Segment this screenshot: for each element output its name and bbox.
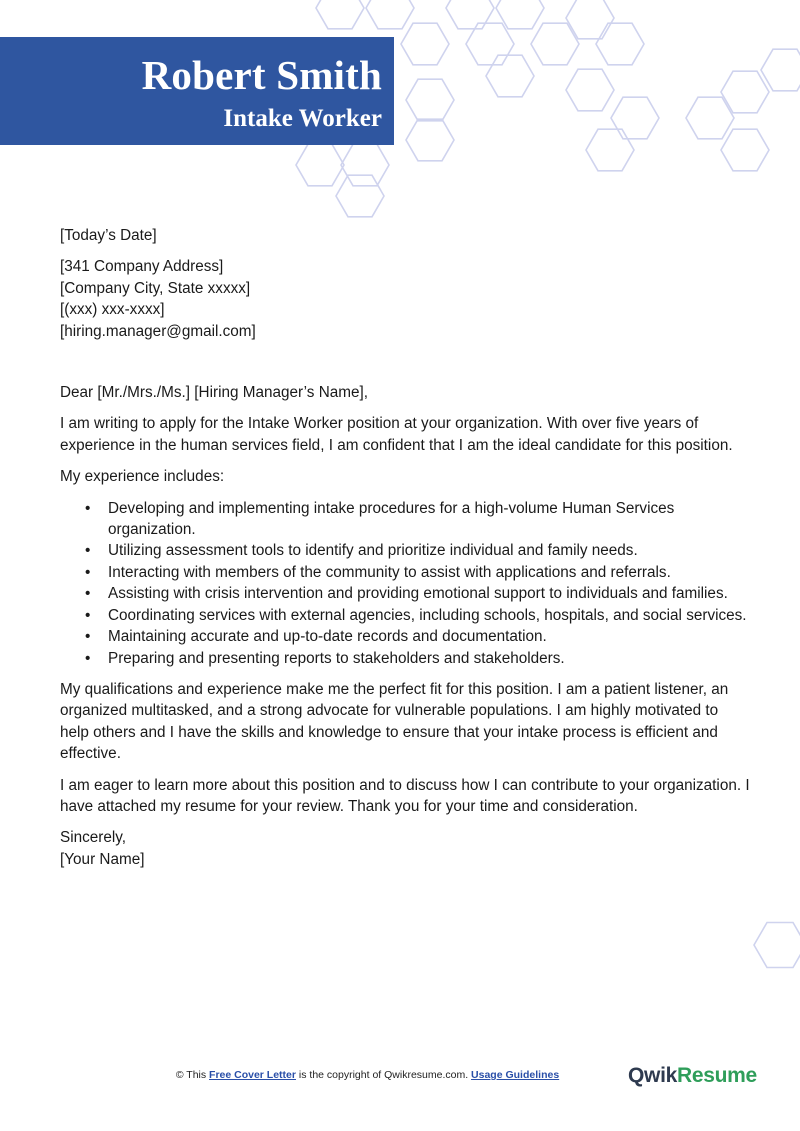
list-item: • Interacting with members of the community to assist with applications and referrals. [60,562,750,583]
footer-prefix: © This [175,1069,210,1081]
hexagon-shape [401,23,449,65]
experience-heading: My experience includes: [60,468,225,486]
usage-guidelines-link[interactable]: Usage Guidelines [471,1069,560,1081]
hexagon-shape [446,0,494,29]
hexagon-shape [761,49,800,91]
salutation: Dear [Mr./Mrs./Ms.] [Hiring Manager’s Name], [60,384,368,402]
qualifications-paragraph: My qualifications and experience make me the perfect fit for this position. I am a patient listener, an organized multitasked, and a strong advocate for vulnerable populations. I am highly motivated to help others and I have the skills and knowledge to ensure that your intake process is efficient and effective. [60,680,729,763]
hexagon-shape [296,144,344,186]
logo-part-qwik: Qwik [628,1064,677,1087]
hexagon-shape [316,0,364,29]
hexagon-shape [341,144,389,186]
hexagon-shape [406,79,454,121]
address-line: [Company City, State xxxxx] [60,279,251,297]
free-cover-letter-link[interactable]: Free Cover Letter [209,1069,296,1081]
closing-paragraph: I am eager to learn more about this position and to discuss how I can contribute to your organization. I have attached my resume for your review. Thank you for your time and consideration. [60,776,750,815]
list-item: • Preparing and presenting reports to stakeholders and stakeholders. [60,648,750,669]
hexagon-shape [754,923,800,968]
hexagon-shape [336,175,384,217]
hexagon-shape [406,119,454,161]
list-item: • Maintaining accurate and up-to-date records and documentation. [60,626,750,647]
hexagon-shape [366,0,414,29]
signature: [Your Name] [60,850,145,868]
intro-paragraph: I am writing to apply for the Intake Worker position at your organization. With over five years of experience in the human services field, I am confident that I am the ideal candidate for this position. [60,415,733,454]
logo-part-resume: Resume [676,1064,757,1087]
address-line: [hiring.manager@gmail.com] [60,322,256,340]
hexagon-side-decoration [740,900,800,990]
address-line: [(xxx) xxx-xxxx] [60,301,165,319]
experience-list [60,498,750,669]
sign-off: Sincerely, [60,829,127,847]
hexagon-shape [586,129,634,171]
hexagon-shape [486,55,534,97]
footer-middle: is the copyright of Qwikresume.com. [295,1069,472,1081]
list-item: • Coordinating services with external agencies, including schools, hospitals, and social services. [60,605,750,626]
hexagon-shape [611,97,659,139]
list-item: • Developing and implementing intake procedures for a high-volume Human Services organization. [60,498,750,541]
qwikresume-logo [628,1064,757,1088]
hexagon-shape [596,23,644,65]
list-item: • Utilizing assessment tools to identify and prioritize individual and family needs. [60,540,750,561]
list-item: • Assisting with crisis intervention and providing emotional support to individuals and families. [60,583,750,604]
hexagon-shape [566,69,614,111]
copyright-footer [0,1069,735,1081]
hexagon-shape [721,129,769,171]
letter-body [60,225,750,870]
job-title: Intake Worker [223,105,382,132]
address-line: [341 Company Address] [60,258,224,276]
letter-date: [Today’s Date] [60,227,157,244]
header-banner [0,37,394,145]
applicant-name: Robert Smith [141,52,382,98]
recipient-address [60,256,750,342]
